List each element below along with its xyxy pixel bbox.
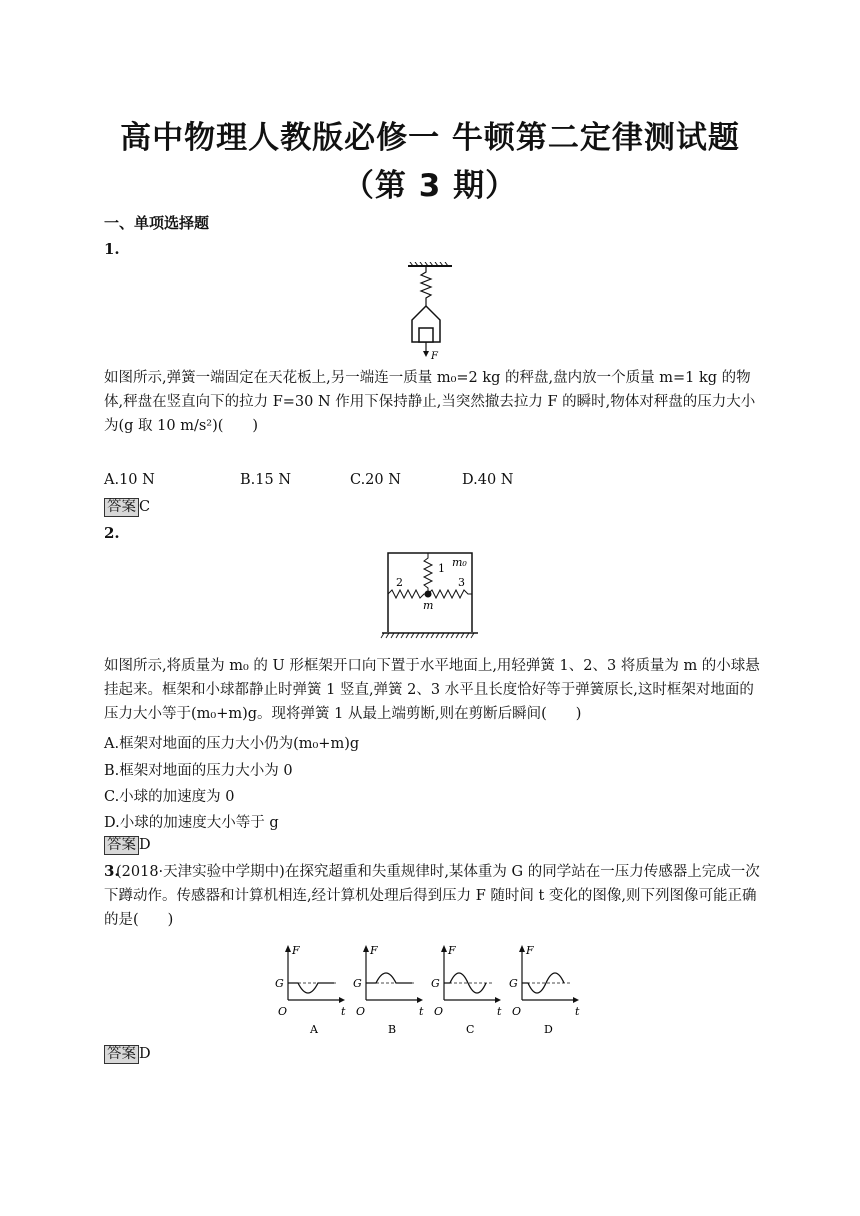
graph-a-y-label: F: [292, 944, 300, 957]
force-label: F: [431, 351, 438, 362]
q1-option-d: D.40 N: [462, 472, 514, 488]
section-heading: 一、单项选择题: [104, 214, 210, 232]
question-1-text: 如图所示,弹簧一端固定在天花板上,另一端连一质量 m₀=2 kg 的秤盘,盘内放一个质量 m=1 kg 的物体,秤盘在竖直向下的拉力 F=30 N 作用下保持静止,当突然撤去拉力 F 的瞬时,物体对秤盘的压力大小为(g 取 10 m/s²)( ): [104, 370, 756, 434]
page-subtitle: （第 3 期）: [342, 168, 518, 204]
answer-value: D: [139, 837, 151, 853]
graph-d-y-label: F: [526, 944, 534, 957]
graph-a-curve: [288, 983, 334, 993]
q1-option-b: B.15 N: [240, 472, 292, 488]
graph-a-x-label: t: [341, 1005, 346, 1018]
graph-c-y-arrow: [441, 945, 447, 952]
answer-label: 答案: [104, 836, 139, 855]
q2-option-a: A.框架对地面的压力大小仍为(m₀+m)g: [104, 736, 360, 752]
ball-mass-label: m: [423, 599, 434, 612]
graph-a-g-label: G: [275, 977, 284, 990]
spring-1-label: 1: [438, 562, 445, 575]
q1-option-c: C.20 N: [350, 472, 401, 488]
graph-b-y-label: F: [370, 944, 378, 957]
q1-answer: [104, 498, 150, 517]
spring-3-label: 3: [458, 576, 465, 589]
frame-mass-label: m₀: [452, 556, 467, 569]
graph-c-label: C: [466, 1023, 475, 1036]
answer-label: 答案: [104, 498, 139, 517]
answer-value: C: [139, 499, 151, 515]
graph-c-x-arrow: [495, 997, 501, 1003]
graph-d-x-arrow: [573, 997, 579, 1003]
graph-a-origin-label: O: [278, 1005, 288, 1018]
graph-c-y-label: F: [448, 944, 456, 957]
graph-a-x-arrow: [339, 997, 345, 1003]
graph-b-g-label: G: [353, 977, 362, 990]
q2-option-c: C.小球的加速度为 0: [104, 789, 235, 805]
graph-c-x-label: t: [497, 1005, 502, 1018]
graph-c-g-label: G: [431, 977, 440, 990]
graph-d-label: D: [544, 1023, 553, 1036]
graph-d-g-label: G: [509, 977, 518, 990]
graph-b-label: B: [388, 1023, 397, 1036]
answer-label: 答案: [104, 1045, 139, 1064]
question-2-text: 如图所示,将质量为 m₀ 的 U 形框架开口向下置于水平地面上,用轻弹簧 1、2、3 将质量为 m 的小球悬挂起来。框架和小球都静止时弹簧 1 竖直,弹簧 2、3 水平且长度恰好等于弹簧原长,这时框架对地面的压力大小等于(m₀+m)g。现将弹簧 1 从最上端剪断,则在剪断后瞬间( ): [104, 658, 760, 722]
question-1-number: 1.: [104, 240, 120, 258]
frame-spring-figure: [380, 548, 480, 642]
q2-answer: [104, 836, 151, 855]
q2-option-b: B.框架对地面的压力大小为 0: [104, 763, 293, 779]
graph-a-y-arrow: [285, 945, 291, 952]
q1-option-a: A.10 N: [104, 472, 155, 488]
q3-answer: [104, 1045, 151, 1064]
graph-a-label: A: [310, 1023, 318, 1036]
graph-b-curve: [366, 973, 412, 983]
spring-scale-figure: [400, 262, 460, 362]
question-3-text: (2018·天津实验中学期中)在探究超重和失重规律时,某体重为 G 的同学站在一压力传感器上完成一次下蹲动作。传感器和计算机相连,经计算机处理后得到压力 F 随时间 t 变化的图像,则下列图像可能正确的是( ): [104, 864, 760, 928]
graph-b-x-arrow: [417, 997, 423, 1003]
graph-c-origin-label: O: [434, 1005, 444, 1018]
graph-d-x-label: t: [575, 1005, 580, 1018]
question-2-number: 2.: [104, 524, 120, 542]
graph-b-x-label: t: [419, 1005, 424, 1018]
graph-b-y-arrow: [363, 945, 369, 952]
graph-d-y-arrow: [519, 945, 525, 952]
force-time-graphs: [270, 940, 590, 1036]
q2-option-d: D.小球的加速度大小等于 g: [104, 815, 279, 831]
spring-2-label: 2: [396, 576, 403, 589]
answer-value: D: [139, 1046, 151, 1062]
question-3-number: 3.: [104, 862, 120, 880]
graph-d-origin-label: O: [512, 1005, 522, 1018]
graph-b-origin-label: O: [356, 1005, 366, 1018]
page-title: 高中物理人教版必修一 牛顿第二定律测试题: [120, 120, 740, 156]
